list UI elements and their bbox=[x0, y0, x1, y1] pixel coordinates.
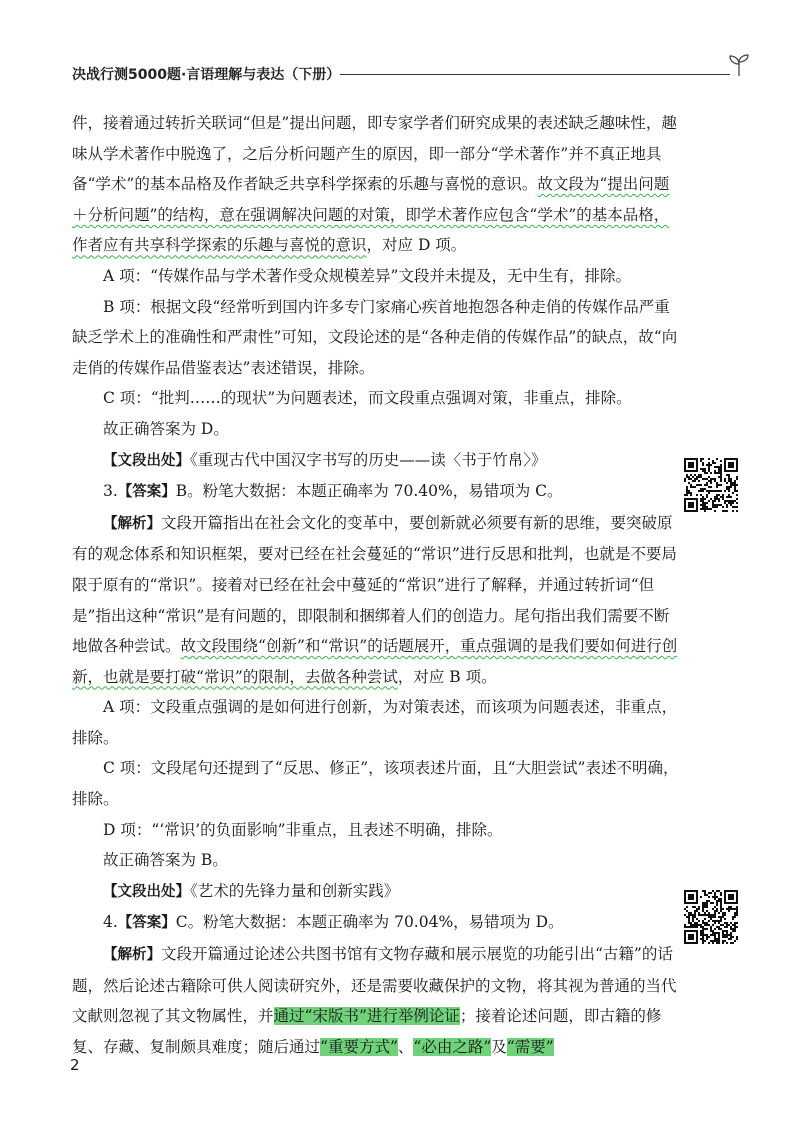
q3-option-c: C 项：文段尾句还提到了“反思、修正”，该项表述片面，且“大胆尝试”表述不明确，排除。 bbox=[72, 759, 679, 809]
qr-code-icon[interactable] bbox=[684, 890, 738, 944]
highlight: “需要” bbox=[506, 1037, 554, 1056]
highlight: “必由之路” bbox=[413, 1037, 492, 1056]
page-content bbox=[72, 108, 682, 1062]
q4-answer-line: 4.【答案】C。粉笔大数据：本题正确率为 70.04%，易错项为 D。 bbox=[103, 913, 564, 932]
qr-code-icon[interactable] bbox=[684, 458, 738, 512]
q3-option-d: D 项：“‘常识’的负面影响”非重点，且表述不明确，排除。 bbox=[103, 820, 503, 839]
q3-source-line: 【文段出处】《艺术的先锋力量和创新实践》 bbox=[103, 881, 400, 900]
correct-answer-line: 故正确答案为 D。 bbox=[103, 419, 229, 438]
option-a-analysis: A 项：“传媒作品与学术著作受众规模差异”文段并未提及，无中生有，排除。 bbox=[103, 266, 631, 285]
wavy-underline-conclusion: 故文段为“提出问题＋分析问题”的结构，意在强调解决问题的对策，即学术著作应包含“学术”的基本品格，作者应有共享科学探索的乐趣与喜悦的意识 bbox=[72, 175, 670, 255]
book-title: 决战行测5000题·言语理解与表达（下册） bbox=[72, 67, 341, 83]
page-number: 2 bbox=[70, 1056, 80, 1074]
wavy-underline-conclusion: 故文段围绕“创新”和“常识”的话题展开，重点强调的是我们要如何进行创新，也就是要打破“常识”的限制，去做各种尝试 bbox=[72, 637, 678, 686]
highlight: “重要方式” bbox=[320, 1037, 398, 1056]
paragraph-q2-analysis: 件，接着通过转折关联词“但是”提出问题，即专家学者们研究成果的表述缺乏趣味性，趣味从学术著作中脱逸了，之后分析问题产生的原因，即一部分“学术著作”并不真正地具备“学术”的基本品格及作者缺乏共享科学探索的乐趣与喜悦的意识。故文段为“提出问题＋分析问题”的结构，意在强调解决问题的对策，即学术著作应包含“学术”的基本品格，作者应有共享科学探索的乐趣与喜悦的意识，对应 D 项。 bbox=[72, 114, 677, 255]
q4-analysis: 【解析】文段开篇通过论述公共图书馆有文物存藏和展示展览的功能引出“古籍”的话题，然后论述古籍除可供人阅读研究外，还是需要收藏保护的文物，将其视为普通的当代文献则忽视了其文物属性，并通过“宋版书”进行举例论证；接着论述问题，即古籍的修复、存藏、复制颇具难度；随后通过“重要方式”、“必由之路”及“需要” bbox=[72, 945, 677, 1056]
option-b-analysis: B 项：根据文段“经常听到国内许多专门家痛心疾首地抱怨各种走俏的传媒作品严重缺乏学术上的准确性和严肃性”可知，文段论述的是“各种走俏的传媒作品”的缺点，故“向走俏的传媒作品借鉴表达”表述错误，排除。 bbox=[72, 297, 678, 377]
sprout-icon bbox=[726, 52, 752, 78]
q3-option-a: A 项：文段重点强调的是如何进行创新，为对策表述，而该项为问题表述，非重点，排除。 bbox=[72, 698, 678, 747]
source-line: 【文段出处】《重现古代中国汉字书写的历史——读〈书于竹帛〉》 bbox=[103, 450, 547, 469]
option-c-analysis: C 项：“批判……的现状”为问题表述，而文段重点强调对策，非重点，排除。 bbox=[103, 389, 632, 408]
highlight: 通过“宋版书”进行举例论证 bbox=[273, 1007, 460, 1026]
q3-answer-line: 3.【答案】B。粉笔大数据：本题正确率为 70.40%，易错项为 C。 bbox=[103, 482, 563, 501]
q3-correct-answer: 故正确答案为 B。 bbox=[103, 851, 228, 870]
running-header bbox=[72, 62, 752, 90]
header-rule bbox=[340, 74, 730, 75]
q3-analysis: 【解析】文段开篇指出在社会文化的变革中，要创新就必须要有新的思维，要突破原有的观念体系和知识框架，要对已经在社会蔓延的“常识”进行反思和批判，也就是不要局限于原有的“常识”。接着对已经在社会中蔓延的“常识”进行了解释，并通过转折词“但是”指出这种“常识”是有问题的，即限制和捆绑着人们的创造力。尾句指出我们需要不断地做各种尝试。故文段围绕“创新”和“常识”的话题展开，重点强调的是我们要如何进行创新，也就是要打破“常识”的限制，去做各种尝试，对应 B 项。 bbox=[72, 513, 678, 686]
